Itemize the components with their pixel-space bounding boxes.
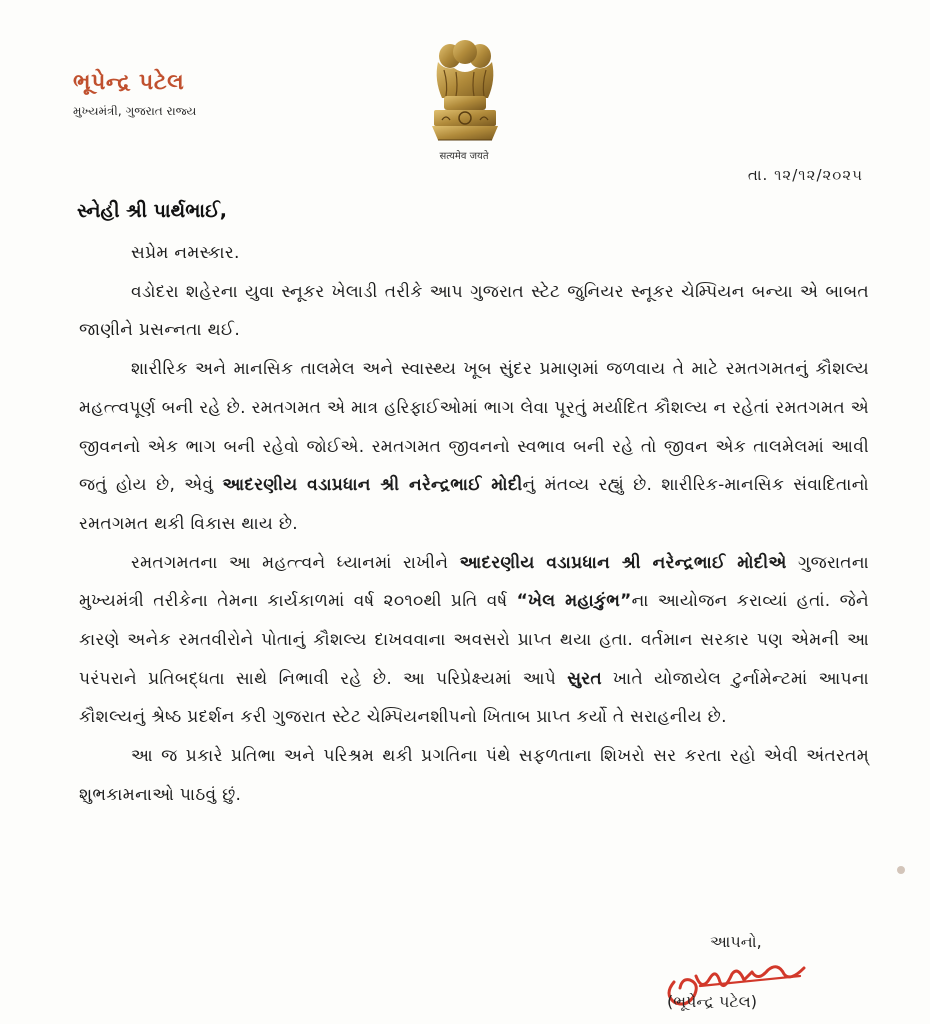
paragraph-3-part-e: ના આયોજન કરાવ્યાં હતાં. જેને કારણે અનેક રમતવીરોને પોતાનું કૌશલ્ય દાખવવાના અવસરો પ્રાપ્ત થયા હતા. વર્તમાન સરકાર પણ એમની આ પરંપરાને પ્રતિબદ્ધતા સાથે નિભાવી રહે છે. આ પરિપ્રેક્ષ્યમાં આપે	[79, 591, 869, 689]
paragraph-2-pm-name: આદરણીય વડાપ્રધાન શ્રી નરેન્દ્રભાઈ મોદી	[222, 475, 523, 496]
paragraph-3-city: સુરત	[567, 668, 602, 689]
paragraph-1: વડોદરા શહેરના યુવા સ્નૂકર ખેલાડી તરીકે આપ ગુજરાત સ્ટેટ જુનિયર સ્નૂકર ચેમ્પિયન બન્યા એ બાબત જાણીને પ્રસન્નતા થઈ.	[79, 281, 869, 341]
paper-speck	[897, 866, 905, 874]
letter-date: તા. ૧૨/૧૨/૨૦૨૫	[747, 166, 863, 184]
letterhead-name: ભૂપેન્દ્ર પટેલ	[73, 70, 185, 95]
paragraph-2	[79, 350, 869, 544]
paragraph-3-part-a: રમતગમતના આ મહત્ત્વને ધ્યાનમાં રાખીને	[131, 552, 460, 573]
paragraph-3-part-c: ગુજરાતના મુખ્યમંત્રી તરીકેના તેમના કાર્યકાળમાં વર્ષ ૨૦૧૦થી પ્રતિ વર્ષ	[79, 552, 869, 612]
signer-name: (ભૂપેન્દ્ર પટેલ)	[667, 992, 758, 1011]
greeting: સપ્રેમ નમસ્કાર.	[131, 243, 240, 263]
paragraph-3-part-g: ખાતે યોજાયેલ ટુર્નામેન્ટમાં આપના કૌશલ્યનું શ્રેષ્ઠ પ્રદર્શન કરી ગુજરાત સ્ટેટ ચેમ્પિયનશીપનો ખિતાબ પ્રાપ્ત કર્યો તે સરાહનીય છે.	[79, 668, 869, 728]
paragraph-3-khel-mahakumbh: “ખેલ મહાકુંભ”	[516, 591, 632, 612]
paragraph-2-part-a: શારીરિક અને માનસિક તાલમેલ અને સ્વાસ્થ્ય ખૂબ સુંદર પ્રમાણમાં જળવાય તે માટે રમતગમતનું કૌશલ્ય મહત્ત્વપૂર્ણ બની રહે છે. રમતગમત એ માત્ર હરિફાઈઓમાં ભાગ લેવા પૂરતું મર્યાદિત કૌશલ્ય ન રહેતાં રમતગમત એ જીવનનો એક ભાગ બની રહેવો જોઈએ. રમતગમત જીવનનો સ્વભાવ બની રહે તો જીવન એક તાલમેલમાં આવી જતું હોય છે, એવું	[79, 359, 869, 496]
paragraph-2-part-c: નું મંતવ્ય રહ્યું છે. શારીરિક-માનસિક સંવાદિતાનો રમતગમત થકી વિકાસ થાય છે.	[79, 475, 869, 534]
state-emblem-icon	[426, 40, 504, 152]
emblem-motto: सत्यमेव जयते	[439, 151, 489, 162]
paragraph-3-pm-name: આદરણીય વડાપ્રધાન શ્રી નરેન્દ્રભાઈ મોદીએ	[459, 552, 787, 573]
paragraph-4: આ જ પ્રકારે પ્રતિભા અને પરિશ્રમ થકી પ્રગતિના પંથે સફળતાના શિખરો સર કરતા રહો એવી અંતરતમ્ શુભકામનાઓ પાઠવું છું.	[79, 746, 869, 805]
closing-text: આપનો,	[710, 932, 762, 951]
letter-body	[79, 230, 869, 815]
salutation: સ્નેહી શ્રી પાર્થભાઈ,	[77, 200, 227, 222]
paragraph-3	[79, 544, 869, 738]
letterhead-designation: મુખ્યમંત્રી, ગુજરાત રાજ્ય	[73, 104, 197, 118]
